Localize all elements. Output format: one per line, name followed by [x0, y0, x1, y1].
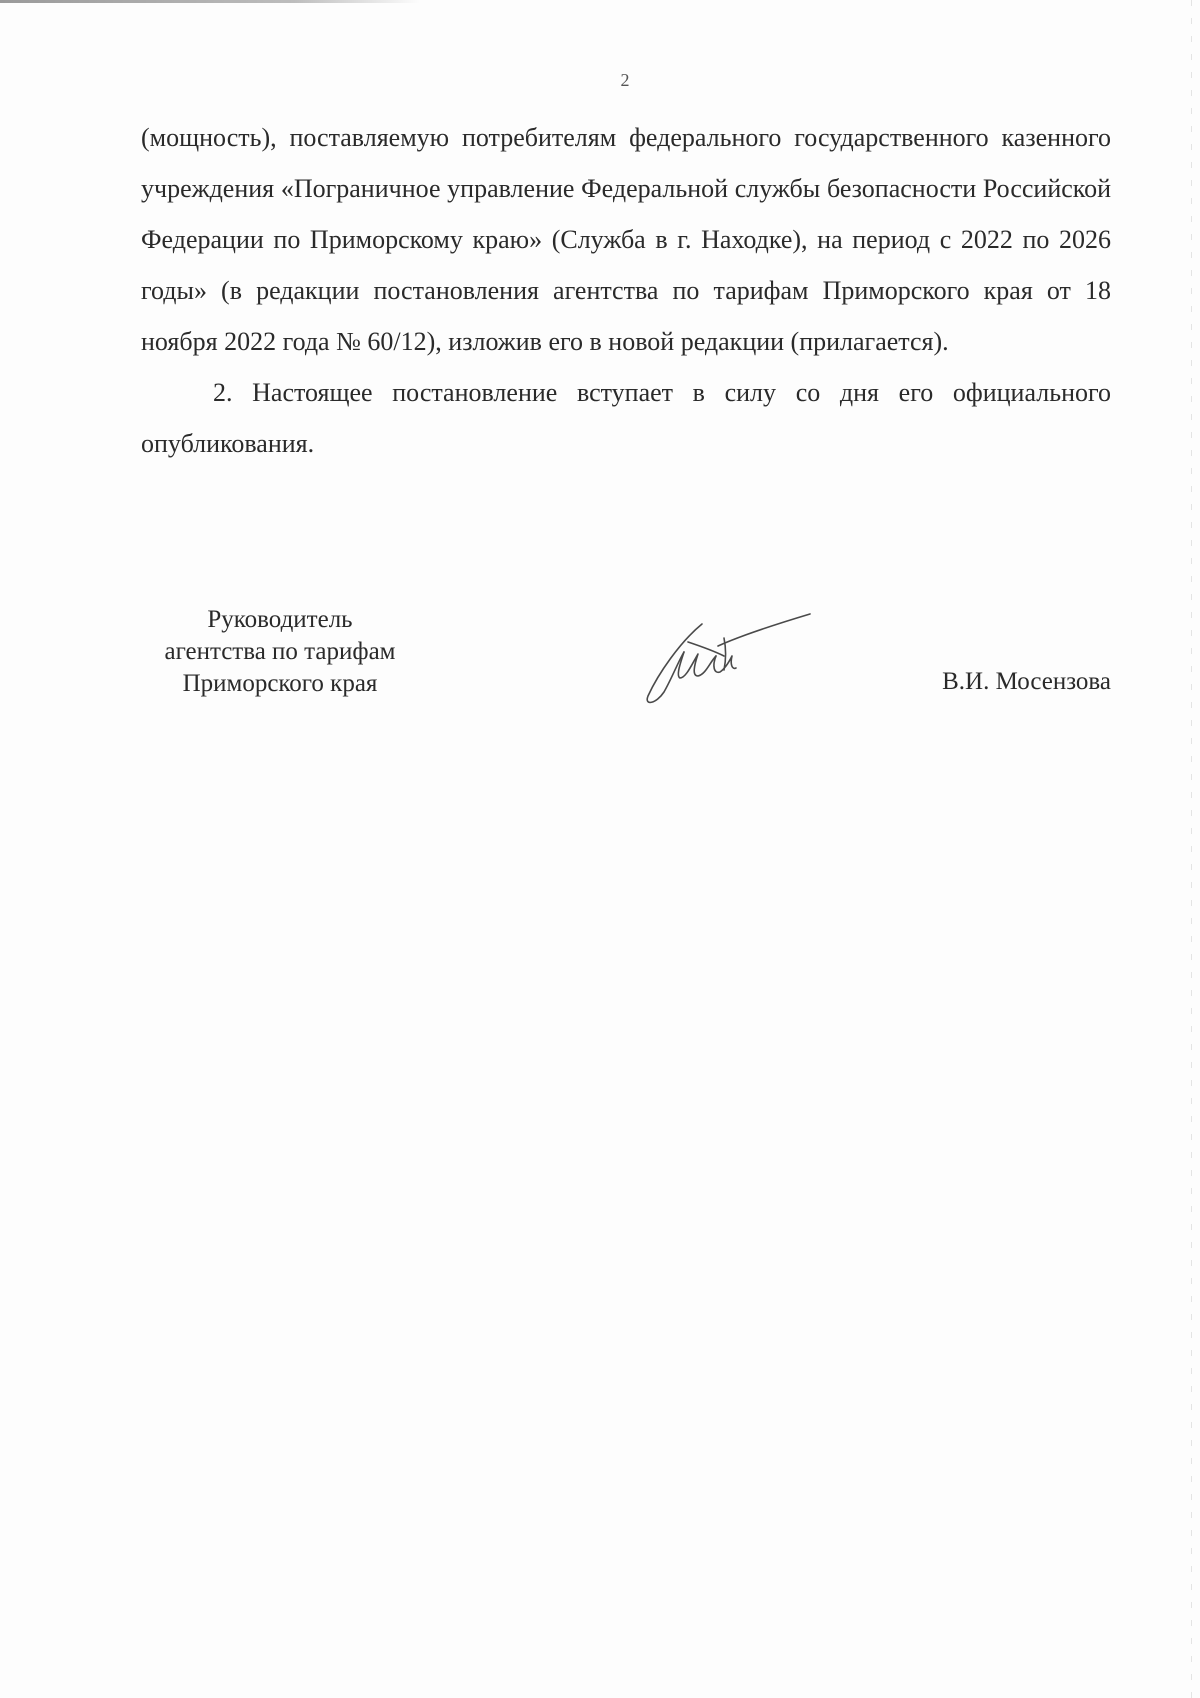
document-body [141, 112, 1111, 469]
signer-title [130, 604, 430, 700]
scan-edge-right [1191, 0, 1192, 1698]
paragraph-continuation: (мощность), поставляемую потребителям федерального государственного казенного учреждения «Пограничное управление Федеральной службы безопасности Российской Федерации по Приморскому краю» (Служба в г. Находке), на период с 2022 по 2026 годы» (в редакции постановления агентства по тарифам Приморского края от 18 ноября 2022 года № 60/12), изложив его в новой редакции (прилагается). [141, 123, 1111, 356]
signer-title-line-2: агентства по тарифам [164, 638, 396, 665]
signer-name: В.И. Мосензова [942, 668, 1111, 695]
signature-block [0, 604, 1200, 724]
paragraph-2: 2. Настоящее постановление вступает в силу со дня его официального опубликования. [141, 378, 1111, 458]
signer-title-line-1: Руководитель [207, 606, 353, 633]
handwritten-signature [640, 612, 815, 712]
page-number: 2 [620, 70, 630, 90]
signer-title-line-3: Приморского края [182, 670, 378, 697]
scan-edge-top [0, 0, 420, 3]
